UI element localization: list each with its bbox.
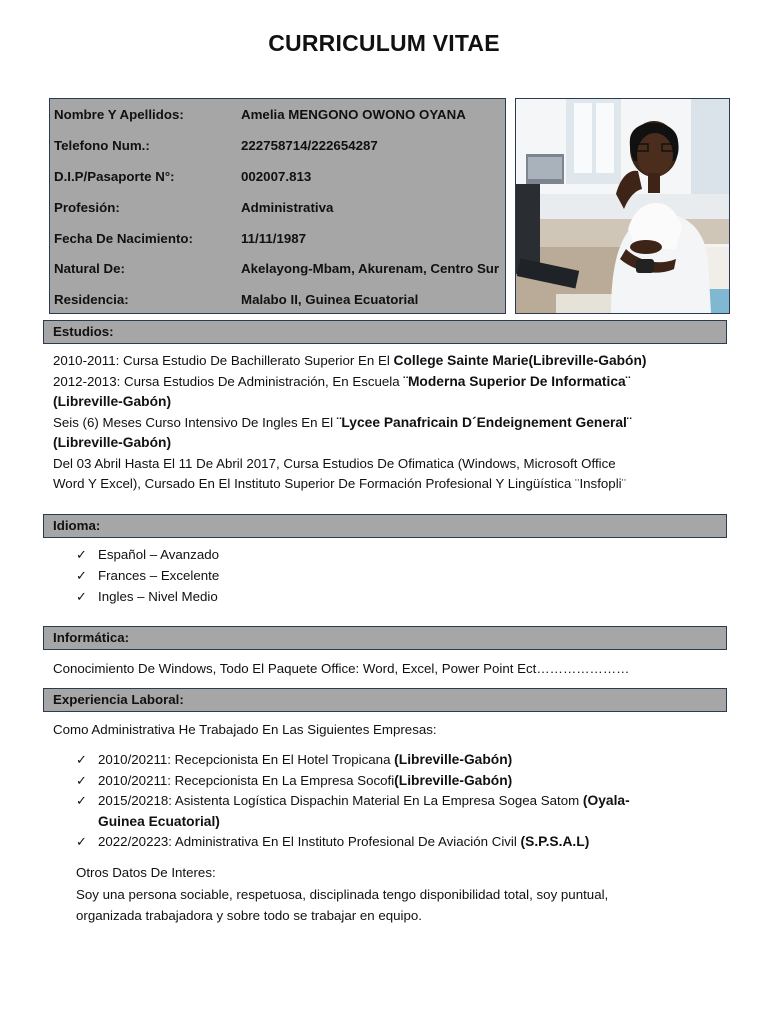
check-icon: ✓	[76, 752, 87, 767]
info-label: Profesión:	[54, 200, 120, 215]
experiencia-intro: Como Administrativa He Trabajado En Las Siguientes Empresas:	[53, 722, 437, 737]
check-icon: ✓	[76, 793, 87, 808]
estudios-line	[53, 474, 626, 495]
info-row-birthdate	[54, 227, 504, 251]
experiencia-bold: Guinea Ecuatorial)	[98, 814, 220, 829]
experiencia-line: 2022/20223: Administrativa En El Instituto Profesional De Aviación Civil	[98, 834, 521, 849]
experiencia-bold: (S.P.S.A.L)	[520, 834, 590, 849]
idioma-text: Ingles – Nivel Medio	[98, 589, 218, 604]
experiencia-line: 2015/20218: Asistenta Logística Dispachin Material En La Empresa Sogea Satom	[98, 793, 583, 808]
info-value: Amelia MENGONO OWONO OYANA	[241, 107, 466, 122]
estudios-text: Word Y Excel), Cursado En El Instituto Superior De Formación Profesional Y Lingüística ¨Insfopli¨	[53, 476, 627, 491]
estudios-text: 2010-2011: Cursa Estudio De Bachillerato Superior En El	[53, 353, 394, 368]
profile-photo	[515, 98, 730, 314]
otros-heading: Otros Datos De Interes:	[76, 865, 216, 880]
otros-text: Soy una persona sociable, respetuosa, disciplinada tengo disponibilidad total, soy puntual,	[76, 887, 609, 902]
otros-text: organizada trabajadora y sobre todo se trabajar en equipo.	[76, 908, 422, 923]
check-icon: ✓	[76, 834, 87, 849]
experiencia-bold: (Oyala-	[582, 793, 630, 808]
info-row-residence	[54, 288, 504, 312]
personal-info-box	[49, 98, 506, 314]
info-label: Natural De:	[54, 261, 125, 276]
info-row-origin	[54, 257, 504, 281]
check-icon: ✓	[76, 589, 87, 604]
info-value: 222758714/222654287	[241, 138, 378, 153]
estudios-text: Del 03 Abril Hasta El 11 De Abril 2017, Cursa Estudios De Ofimatica (Windows, Microsoft Office	[53, 456, 616, 471]
estudios-text: Seis (6) Meses Curso Intensivo De Ingles En El	[53, 415, 337, 430]
estudios-line	[53, 372, 630, 393]
info-value: Administrativa	[241, 200, 334, 215]
info-label: D.I.P/Pasaporte N°:	[54, 169, 175, 184]
check-icon: ✓	[76, 547, 87, 562]
experiencia-text	[98, 832, 589, 853]
estudios-text: 2012-2013: Cursa Estudios De Administración, En Escuela	[53, 374, 404, 389]
experiencia-continuation	[98, 812, 220, 833]
profile-photo-illustration	[516, 99, 729, 313]
estudios-line	[53, 454, 616, 475]
section-header-experiencia: Experiencia Laboral:	[43, 688, 727, 712]
info-label: Nombre Y Apellidos:	[54, 107, 184, 122]
info-value: Akelayong-Mbam, Akurenam, Centro Sur	[241, 261, 500, 276]
estudios-bold: (Libreville-Gabón)	[53, 394, 172, 409]
info-row-id	[54, 165, 504, 189]
estudios-bold: (Libreville-Gabón)	[53, 435, 172, 450]
info-label: Residencia:	[54, 292, 129, 307]
page-title: CURRICULUM VITAE	[268, 30, 500, 56]
estudios-bold: ¨Lycee Panafricain D´Endeignement General¨	[336, 415, 632, 430]
section-header-informatica: Informática:	[43, 626, 727, 650]
info-row-profession	[54, 196, 504, 220]
informatica-text: Conocimiento De Windows, Todo El Paquete Office: Word, Excel, Power Point Ect…………………	[53, 661, 630, 676]
info-row-phone	[54, 134, 504, 158]
estudios-bold: ¨Moderna Superior De Informatica¨	[403, 374, 631, 389]
check-icon: ✓	[76, 773, 87, 788]
info-label: Fecha De Nacimiento:	[54, 231, 193, 246]
experiencia-bold: (Libreville-Gabón)	[394, 752, 513, 767]
experiencia-bold: (Libreville-Gabón)	[394, 773, 513, 788]
estudios-line	[53, 413, 631, 434]
info-value: 002007.813	[241, 169, 312, 184]
section-header-idioma: Idioma:	[43, 514, 727, 538]
experiencia-text	[98, 791, 630, 812]
idioma-text: Frances – Excelente	[98, 568, 220, 583]
info-label: Telefono Num.:	[54, 138, 150, 153]
estudios-bold: College Sainte Marie(Libreville-Gabón)	[393, 353, 647, 368]
info-value: 11/11/1987	[241, 231, 307, 246]
estudios-line	[53, 351, 647, 372]
estudios-line	[53, 433, 171, 454]
experiencia-text	[98, 750, 512, 771]
experiencia-line: 2010/20211: Recepcionista En El Hotel Tropicana	[98, 752, 395, 767]
info-row-name	[54, 103, 504, 127]
info-value: Malabo II, Guinea Ecuatorial	[241, 292, 419, 307]
check-icon: ✓	[76, 568, 87, 583]
idioma-text: Español – Avanzado	[98, 547, 220, 562]
estudios-line	[53, 392, 171, 413]
experiencia-line: 2010/20211: Recepcionista En La Empresa Socofi	[98, 773, 395, 788]
experiencia-text	[98, 771, 512, 792]
section-header-estudios: Estudios:	[43, 320, 727, 344]
